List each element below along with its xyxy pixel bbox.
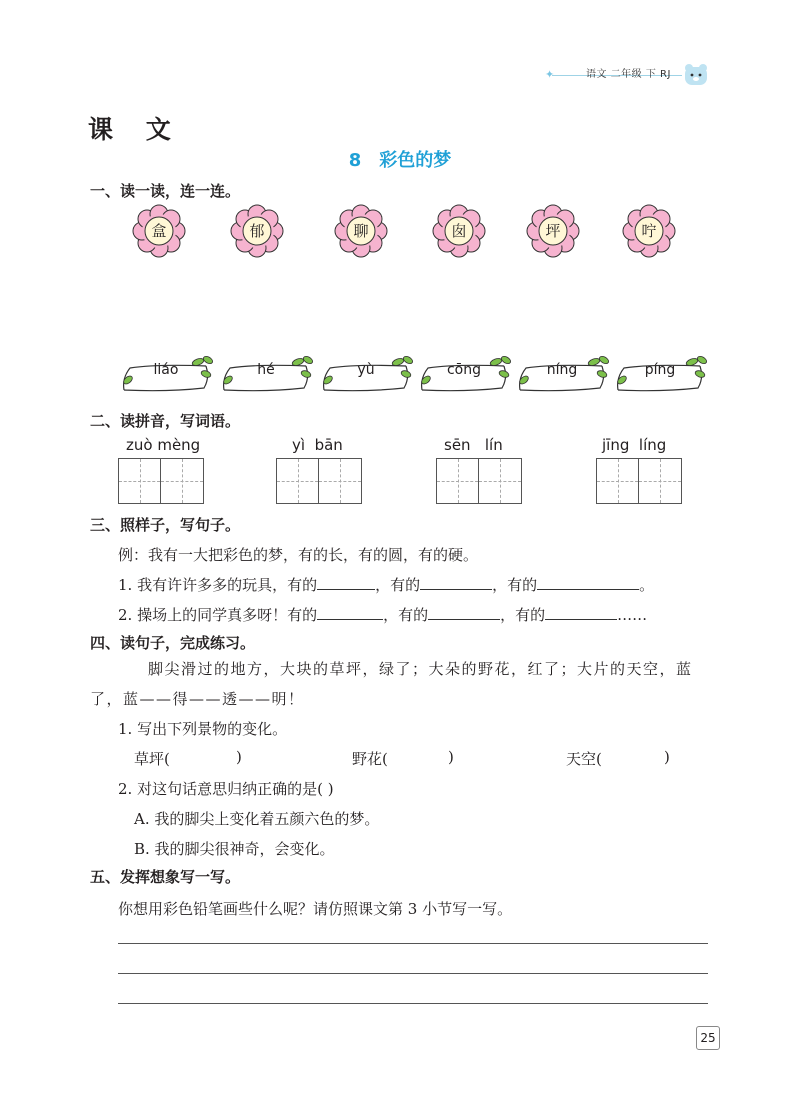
page-title: 课 文 xyxy=(88,115,183,144)
passage-line-2: 了，蓝——得——透——明！ xyxy=(90,690,305,708)
pinyin-vine[interactable] xyxy=(416,356,512,396)
section5-title: 五、发挥想象写一写。 xyxy=(90,868,241,886)
header-subject-grade: 语文 二年级 下 RJ xyxy=(586,69,671,80)
pinyin-label: jīng líng xyxy=(602,436,667,454)
writing-grid[interactable] xyxy=(436,458,522,504)
character-flower[interactable] xyxy=(526,204,580,258)
writing-grid[interactable] xyxy=(118,458,204,504)
pinyin-vine[interactable] xyxy=(118,356,214,396)
character-flower[interactable] xyxy=(230,204,284,258)
pinyin-vine[interactable] xyxy=(318,356,414,396)
writing-line[interactable] xyxy=(118,1003,708,1004)
answer-blank[interactable] xyxy=(428,605,500,620)
pinyin-label: cōng xyxy=(446,362,482,378)
lesson-heading xyxy=(0,146,800,172)
question-4-2: 2. 对这句话意思归纳正确的是( ) xyxy=(118,780,334,798)
flowers-close: ) xyxy=(448,748,454,766)
question-3-1 xyxy=(118,574,654,595)
writing-grid[interactable] xyxy=(596,458,682,504)
q1-mid2: ，有的 xyxy=(492,576,538,594)
character-flower[interactable] xyxy=(334,204,388,258)
sky-close: ) xyxy=(664,748,670,766)
star-icon: ✦ xyxy=(545,68,555,81)
bear-icon xyxy=(683,62,709,86)
flowers-label: 野花( xyxy=(352,750,388,768)
pinyin-vine[interactable] xyxy=(514,356,610,396)
pinyin-label: níng xyxy=(546,362,578,378)
q1-prefix: 1. 我有许许多多的玩具，有的 xyxy=(118,576,318,594)
section1-title: 一、读一读，连一连。 xyxy=(90,182,241,200)
writing-line[interactable] xyxy=(118,943,708,944)
answer-blank[interactable] xyxy=(420,575,492,590)
character-label: 囱 xyxy=(451,222,467,240)
pinyin-vine[interactable] xyxy=(218,356,314,396)
section5-prompt: 你想用彩色铅笔画些什么呢？请仿照课文第 3 小节写一写。 xyxy=(118,900,513,918)
pinyin-label: liáo xyxy=(153,362,179,378)
writing-grid[interactable] xyxy=(276,458,362,504)
character-label: 咛 xyxy=(641,222,657,240)
pinyin-label: zuò mèng xyxy=(126,436,201,454)
example-sentence: 例：我有一大把彩色的梦，有的长，有的圆，有的硬。 xyxy=(118,546,479,564)
passage-line-1: 脚尖滑过的地方，大块的草坪，绿了；大朵的野花，红了；大片的天空，蓝 xyxy=(148,660,693,678)
pinyin-label: píng xyxy=(644,362,676,378)
q2-prefix: 2. 操场上的同学真多呀！有的 xyxy=(118,606,318,624)
option-a[interactable]: A. 我的脚尖上变化着五颜六色的梦。 xyxy=(134,810,380,828)
sky-label: 天空( xyxy=(566,750,602,768)
answer-blank[interactable] xyxy=(317,575,375,590)
grass-label: 草坪( xyxy=(134,750,170,768)
page-number: 25 xyxy=(696,1026,720,1050)
section4-title: 四、读句子，完成练习。 xyxy=(90,634,256,652)
q1-end: 。 xyxy=(639,576,655,594)
answer-blank[interactable] xyxy=(317,605,383,620)
lesson-title: 彩色的梦 xyxy=(379,150,452,171)
question-4-1: 1. 写出下列景物的变化。 xyxy=(118,720,288,738)
q2-mid2: ，有的 xyxy=(500,606,546,624)
character-label: 坪 xyxy=(545,222,561,240)
writing-line[interactable] xyxy=(118,973,708,974)
character-flower[interactable] xyxy=(432,204,486,258)
character-label: 郁 xyxy=(249,222,265,240)
q2-mid1: ，有的 xyxy=(383,606,429,624)
answer-blank[interactable] xyxy=(545,605,617,620)
lesson-number: 8 xyxy=(348,150,362,171)
character-label: 盒 xyxy=(151,222,167,240)
q1-mid1: ，有的 xyxy=(375,576,421,594)
answer-blank[interactable] xyxy=(537,575,639,590)
pinyin-label: yù xyxy=(357,362,375,378)
option-b[interactable]: B. 我的脚尖很神奇，会变化。 xyxy=(134,840,335,858)
character-flower[interactable] xyxy=(622,204,676,258)
question-3-2 xyxy=(118,604,647,625)
pinyin-label: yì bān xyxy=(292,436,343,454)
grass-close: ) xyxy=(236,748,242,766)
character-flower[interactable] xyxy=(132,204,186,258)
character-label: 聊 xyxy=(353,222,369,240)
section2-title: 二、读拼音，写词语。 xyxy=(90,412,241,430)
pinyin-label: sēn lín xyxy=(444,436,503,454)
q2-end: …… xyxy=(617,606,648,624)
pinyin-label: hé xyxy=(257,362,275,378)
section3-title: 三、照样子，写句子。 xyxy=(90,516,241,534)
pinyin-vine[interactable] xyxy=(612,356,708,396)
